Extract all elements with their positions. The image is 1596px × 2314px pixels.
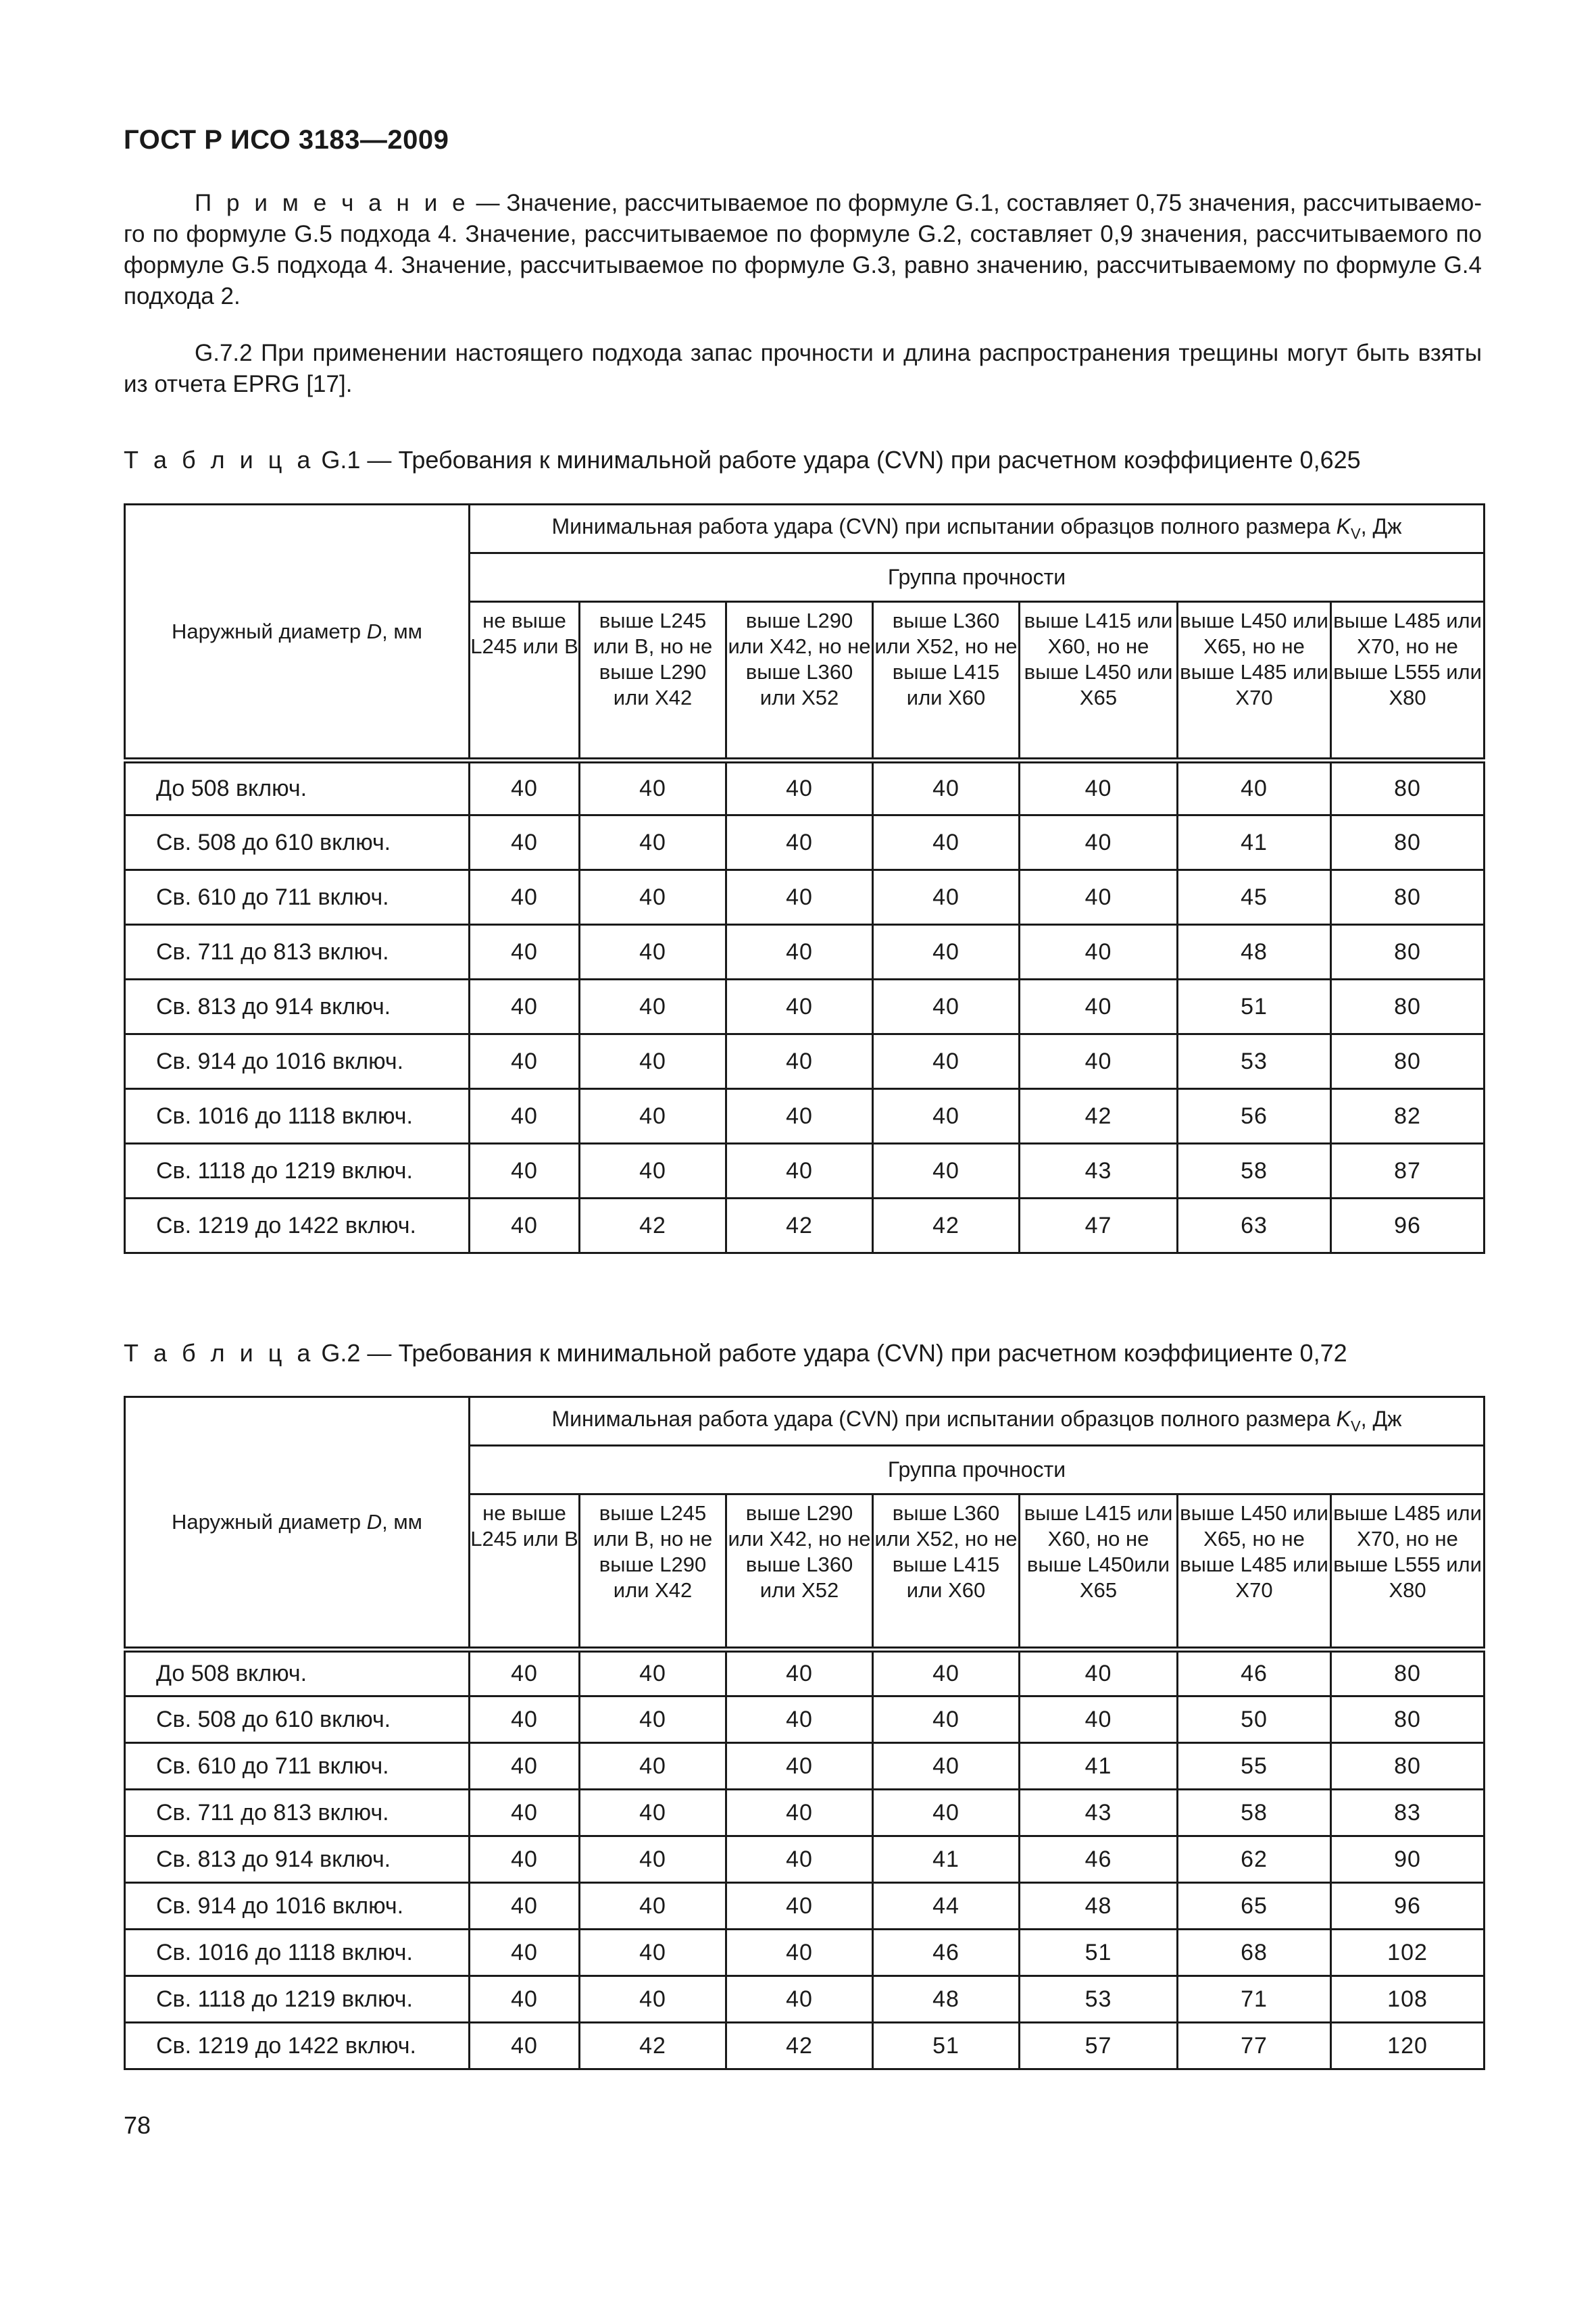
energy-value-cell: 40 bbox=[873, 1790, 1020, 1836]
energy-value-cell: 48 bbox=[1020, 1883, 1178, 1930]
table1-group-col-header: выше L450 или X65, но не выше L485 или X70 bbox=[1178, 602, 1331, 761]
energy-value-cell: 40 bbox=[470, 1034, 580, 1089]
table2-group-col-header: выше L245 или B, но не выше L290 или X42 bbox=[580, 1494, 726, 1650]
energy-value-cell: 40 bbox=[470, 1930, 580, 1976]
table2-diameter-header: Наружный диаметр D, мм bbox=[125, 1397, 470, 1650]
energy-value-cell: 42 bbox=[580, 2023, 726, 2069]
energy-value-cell: 40 bbox=[873, 870, 1020, 925]
energy-value-cell: 40 bbox=[726, 870, 873, 925]
table1-group-col-header: выше L290 или X42, но не выше L360 или X52 bbox=[726, 602, 873, 761]
energy-value-cell: 80 bbox=[1331, 980, 1485, 1034]
energy-value-cell: 46 bbox=[873, 1930, 1020, 1976]
energy-value-cell: 51 bbox=[873, 2023, 1020, 2069]
table2-group-col-header: не выше L245 или B bbox=[470, 1494, 580, 1650]
energy-value-cell: 40 bbox=[726, 1034, 873, 1089]
table-row bbox=[125, 870, 1485, 925]
energy-value-cell: 40 bbox=[1020, 870, 1178, 925]
energy-value-cell: 40 bbox=[470, 925, 580, 980]
energy-value-cell: 46 bbox=[1020, 1836, 1178, 1883]
energy-value-cell: 40 bbox=[873, 815, 1020, 870]
energy-value-cell: 40 bbox=[470, 1976, 580, 2023]
energy-value-cell: 40 bbox=[470, 815, 580, 870]
table-row bbox=[125, 1199, 1485, 1253]
energy-value-cell: 40 bbox=[873, 1089, 1020, 1144]
energy-value-cell: 44 bbox=[873, 1883, 1020, 1930]
energy-value-cell: 40 bbox=[470, 2023, 580, 2069]
energy-value-cell: 40 bbox=[726, 925, 873, 980]
energy-value-cell: 80 bbox=[1331, 1034, 1485, 1089]
table1-caption bbox=[124, 446, 1361, 474]
energy-value-cell: 40 bbox=[470, 1144, 580, 1199]
table2-caption-text: G.2 — Требования к минимальной работе удара (CVN) при расчетном коэффициенте 0,72 bbox=[314, 1339, 1347, 1367]
note-text: — Значение, рассчитываемое по формуле G.1, составляет 0,75 значения, рассчитываемо-го по формуле G.5 подхода 4. Значение, рассчитываемое по формуле G.2, составляет 0,9 значения, рассчитываемого по формуле G.5 подхода 4. Значение, рассчитываемое по формуле G.3, равно значению, рассчитываемому по формуле G.4 подхода 2. bbox=[124, 190, 1482, 309]
diameter-cell: Св. 711 до 813 включ. bbox=[125, 925, 470, 980]
energy-value-cell: 40 bbox=[726, 815, 873, 870]
table2-group-col-header: выше L485 или X70, но не выше L555 или X80 bbox=[1331, 1494, 1485, 1650]
energy-value-cell: 40 bbox=[580, 870, 726, 925]
energy-value-cell: 40 bbox=[726, 761, 873, 815]
energy-value-cell: 40 bbox=[1020, 1034, 1178, 1089]
energy-value-cell: 46 bbox=[1178, 1650, 1331, 1696]
energy-value-cell: 40 bbox=[726, 1883, 873, 1930]
energy-value-cell: 51 bbox=[1178, 980, 1331, 1034]
table-row bbox=[125, 1883, 1485, 1930]
energy-value-cell: 41 bbox=[873, 1836, 1020, 1883]
energy-value-cell: 43 bbox=[1020, 1790, 1178, 1836]
table-row bbox=[125, 815, 1485, 870]
energy-value-cell: 62 bbox=[1178, 1836, 1331, 1883]
energy-value-cell: 43 bbox=[1020, 1144, 1178, 1199]
energy-value-cell: 40 bbox=[726, 1696, 873, 1743]
table-row bbox=[125, 925, 1485, 980]
table2-caption-label: Т а б л и ц а bbox=[124, 1339, 315, 1367]
table1-energy-header: Минимальная работа удара (CVN) при испытании образцов полного размера $K_V$, Дж bbox=[470, 505, 1485, 553]
energy-value-cell: 40 bbox=[726, 980, 873, 1034]
energy-value-cell: 80 bbox=[1331, 1743, 1485, 1790]
energy-value-cell: 40 bbox=[580, 1790, 726, 1836]
energy-value-cell: 40 bbox=[580, 1976, 726, 2023]
diameter-cell: До 508 включ. bbox=[125, 761, 470, 815]
energy-value-cell: 87 bbox=[1331, 1144, 1485, 1199]
energy-value-cell: 40 bbox=[726, 1743, 873, 1790]
energy-value-cell: 40 bbox=[873, 1650, 1020, 1696]
energy-value-cell: 40 bbox=[580, 761, 726, 815]
table1-group-col-header: выше L485 или X70, но не выше L555 или X80 bbox=[1331, 602, 1485, 761]
energy-value-cell: 40 bbox=[470, 1836, 580, 1883]
energy-value-cell: 40 bbox=[726, 1144, 873, 1199]
energy-value-cell: 55 bbox=[1178, 1743, 1331, 1790]
energy-value-cell: 40 bbox=[726, 1836, 873, 1883]
energy-value-cell: 40 bbox=[470, 1696, 580, 1743]
energy-value-cell: 77 bbox=[1178, 2023, 1331, 2069]
energy-value-cell: 40 bbox=[1178, 761, 1331, 815]
energy-value-cell: 40 bbox=[726, 1790, 873, 1836]
table1-group-col-header: выше L415 или X60, но не выше L450 или X65 bbox=[1020, 602, 1178, 761]
energy-value-cell: 40 bbox=[873, 1696, 1020, 1743]
energy-value-cell: 42 bbox=[726, 1199, 873, 1253]
energy-value-cell: 42 bbox=[726, 2023, 873, 2069]
energy-value-cell: 58 bbox=[1178, 1790, 1331, 1836]
table-row bbox=[125, 1976, 1485, 2023]
table-row bbox=[125, 1743, 1485, 1790]
diameter-cell: Св. 1118 до 1219 включ. bbox=[125, 1976, 470, 2023]
page-number: 78 bbox=[124, 2111, 151, 2139]
energy-value-cell: 41 bbox=[1020, 1743, 1178, 1790]
energy-value-cell: 40 bbox=[873, 980, 1020, 1034]
energy-value-cell: 57 bbox=[1020, 2023, 1178, 2069]
table2-group-col-header: выше L290 или X42, но не выше L360 или X52 bbox=[726, 1494, 873, 1650]
energy-value-cell: 42 bbox=[580, 1199, 726, 1253]
energy-value-cell: 68 bbox=[1178, 1930, 1331, 1976]
table-row bbox=[125, 2023, 1485, 2069]
diameter-cell: Св. 508 до 610 включ. bbox=[125, 1696, 470, 1743]
energy-value-cell: 40 bbox=[1020, 925, 1178, 980]
diameter-cell: Св. 813 до 914 включ. bbox=[125, 980, 470, 1034]
energy-value-cell: 40 bbox=[1020, 761, 1178, 815]
energy-value-cell: 40 bbox=[470, 1883, 580, 1930]
energy-value-cell: 80 bbox=[1331, 1696, 1485, 1743]
table2-group-col-header: выше L360 или X52, но не выше L415 или X60 bbox=[873, 1494, 1020, 1650]
table1-group-col-header: выше L360 или X52, но не выше L415 или X60 bbox=[873, 602, 1020, 761]
energy-value-cell: 40 bbox=[580, 1696, 726, 1743]
diameter-cell: Св. 813 до 914 включ. bbox=[125, 1836, 470, 1883]
energy-value-cell: 47 bbox=[1020, 1199, 1178, 1253]
energy-value-cell: 80 bbox=[1331, 1650, 1485, 1696]
energy-value-cell: 40 bbox=[873, 761, 1020, 815]
energy-value-cell: 40 bbox=[580, 1883, 726, 1930]
table-row bbox=[125, 1696, 1485, 1743]
energy-value-cell: 51 bbox=[1020, 1930, 1178, 1976]
energy-value-cell: 102 bbox=[1331, 1930, 1485, 1976]
diameter-cell: До 508 включ. bbox=[125, 1650, 470, 1696]
paragraph-g72: G.7.2 При применении настоящего подхода запас прочности и длина распространения трещины могут быть взяты из отчета EPRG [17]. bbox=[124, 340, 1482, 397]
table-row bbox=[125, 1836, 1485, 1883]
diameter-cell: Св. 1219 до 1422 включ. bbox=[125, 2023, 470, 2069]
energy-value-cell: 48 bbox=[1178, 925, 1331, 980]
energy-value-cell: 40 bbox=[580, 1144, 726, 1199]
energy-value-cell: 40 bbox=[1020, 1696, 1178, 1743]
energy-value-cell: 58 bbox=[1178, 1144, 1331, 1199]
diameter-cell: Св. 508 до 610 включ. bbox=[125, 815, 470, 870]
energy-value-cell: 108 bbox=[1331, 1976, 1485, 2023]
diameter-cell: Св. 1118 до 1219 включ. bbox=[125, 1144, 470, 1199]
diameter-cell: Св. 914 до 1016 включ. bbox=[125, 1883, 470, 1930]
table2-group-col-header: выше L450 или X65, но не выше L485 или X70 bbox=[1178, 1494, 1331, 1650]
energy-value-cell: 80 bbox=[1331, 870, 1485, 925]
energy-value-cell: 40 bbox=[470, 1650, 580, 1696]
document-title: ГОСТ Р ИСО 3183—2009 bbox=[124, 125, 449, 155]
energy-value-cell: 82 bbox=[1331, 1089, 1485, 1144]
diameter-cell: Св. 610 до 711 включ. bbox=[125, 870, 470, 925]
table2-group-col-header: выше L415 или X60, но не выше L450или X65 bbox=[1020, 1494, 1178, 1650]
diameter-cell: Св. 1016 до 1118 включ. bbox=[125, 1930, 470, 1976]
energy-value-cell: 71 bbox=[1178, 1976, 1331, 2023]
energy-value-cell: 40 bbox=[580, 1034, 726, 1089]
table-row bbox=[125, 1034, 1485, 1089]
table1-caption-text: G.1 — Требования к минимальной работе удара (CVN) при расчетном коэффициенте 0,625 bbox=[314, 446, 1361, 474]
energy-value-cell: 40 bbox=[873, 1034, 1020, 1089]
table1-diameter-header: Наружный диаметр D, мм bbox=[125, 505, 470, 761]
energy-value-cell: 120 bbox=[1331, 2023, 1485, 2069]
energy-value-cell: 53 bbox=[1020, 1976, 1178, 2023]
energy-value-cell: 40 bbox=[580, 1089, 726, 1144]
energy-value-cell: 80 bbox=[1331, 761, 1485, 815]
table1-group-col-header: не выше L245 или B bbox=[470, 602, 580, 761]
table-row bbox=[125, 1930, 1485, 1976]
energy-value-cell: 40 bbox=[580, 1930, 726, 1976]
diameter-cell: Св. 711 до 813 включ. bbox=[125, 1790, 470, 1836]
table-row bbox=[125, 1790, 1485, 1836]
energy-value-cell: 65 bbox=[1178, 1883, 1331, 1930]
energy-value-cell: 83 bbox=[1331, 1790, 1485, 1836]
energy-value-cell: 40 bbox=[470, 870, 580, 925]
energy-value-cell: 40 bbox=[873, 1743, 1020, 1790]
diameter-cell: Св. 914 до 1016 включ. bbox=[125, 1034, 470, 1089]
table2-energy-header: Минимальная работа удара (CVN) при испытании образцов полного размера $K_V$, Дж bbox=[470, 1397, 1485, 1446]
energy-value-cell: 40 bbox=[726, 1089, 873, 1144]
table-row bbox=[125, 980, 1485, 1034]
table-row bbox=[125, 1144, 1485, 1199]
energy-value-cell: 40 bbox=[580, 925, 726, 980]
energy-value-cell: 40 bbox=[726, 1976, 873, 2023]
energy-value-cell: 40 bbox=[470, 1199, 580, 1253]
energy-value-cell: 40 bbox=[580, 1650, 726, 1696]
note-paragraph bbox=[124, 188, 1482, 312]
energy-value-cell: 40 bbox=[470, 761, 580, 815]
table1-group-col-header: выше L245 или B, но не выше L290 или X42 bbox=[580, 602, 726, 761]
table1 bbox=[124, 503, 1485, 1254]
energy-value-cell: 42 bbox=[1020, 1089, 1178, 1144]
energy-value-cell: 63 bbox=[1178, 1199, 1331, 1253]
energy-value-cell: 50 bbox=[1178, 1696, 1331, 1743]
energy-value-cell: 41 bbox=[1178, 815, 1331, 870]
energy-value-cell: 48 bbox=[873, 1976, 1020, 2023]
table-row bbox=[125, 1650, 1485, 1696]
table-row bbox=[125, 1089, 1485, 1144]
energy-value-cell: 40 bbox=[470, 1743, 580, 1790]
diameter-cell: Св. 1016 до 1118 включ. bbox=[125, 1089, 470, 1144]
energy-value-cell: 40 bbox=[726, 1650, 873, 1696]
energy-value-cell: 53 bbox=[1178, 1034, 1331, 1089]
table-row bbox=[125, 761, 1485, 815]
diameter-cell: Св. 610 до 711 включ. bbox=[125, 1743, 470, 1790]
energy-value-cell: 40 bbox=[580, 1743, 726, 1790]
energy-value-cell: 40 bbox=[873, 925, 1020, 980]
energy-value-cell: 40 bbox=[726, 1930, 873, 1976]
energy-value-cell: 80 bbox=[1331, 925, 1485, 980]
table1-group-header: Группа прочности bbox=[470, 553, 1485, 602]
energy-value-cell: 40 bbox=[1020, 980, 1178, 1034]
energy-value-cell: 40 bbox=[470, 980, 580, 1034]
energy-value-cell: 40 bbox=[580, 980, 726, 1034]
diameter-cell: Св. 1219 до 1422 включ. bbox=[125, 1199, 470, 1253]
energy-value-cell: 90 bbox=[1331, 1836, 1485, 1883]
energy-value-cell: 80 bbox=[1331, 815, 1485, 870]
energy-value-cell: 40 bbox=[470, 1790, 580, 1836]
energy-value-cell: 96 bbox=[1331, 1199, 1485, 1253]
energy-value-cell: 45 bbox=[1178, 870, 1331, 925]
table2-group-header: Группа прочности bbox=[470, 1446, 1485, 1494]
energy-value-cell: 42 bbox=[873, 1199, 1020, 1253]
energy-value-cell: 56 bbox=[1178, 1089, 1331, 1144]
energy-value-cell: 40 bbox=[1020, 815, 1178, 870]
energy-value-cell: 40 bbox=[1020, 1650, 1178, 1696]
energy-value-cell: 40 bbox=[470, 1089, 580, 1144]
energy-value-cell: 96 bbox=[1331, 1883, 1485, 1930]
energy-value-cell: 40 bbox=[873, 1144, 1020, 1199]
table1-caption-label: Т а б л и ц а bbox=[124, 446, 315, 474]
table2 bbox=[124, 1396, 1485, 2070]
note-label: П р и м е ч а н и е bbox=[195, 190, 470, 216]
energy-value-cell: 40 bbox=[580, 815, 726, 870]
table2-caption bbox=[124, 1339, 1347, 1367]
energy-value-cell: 40 bbox=[580, 1836, 726, 1883]
